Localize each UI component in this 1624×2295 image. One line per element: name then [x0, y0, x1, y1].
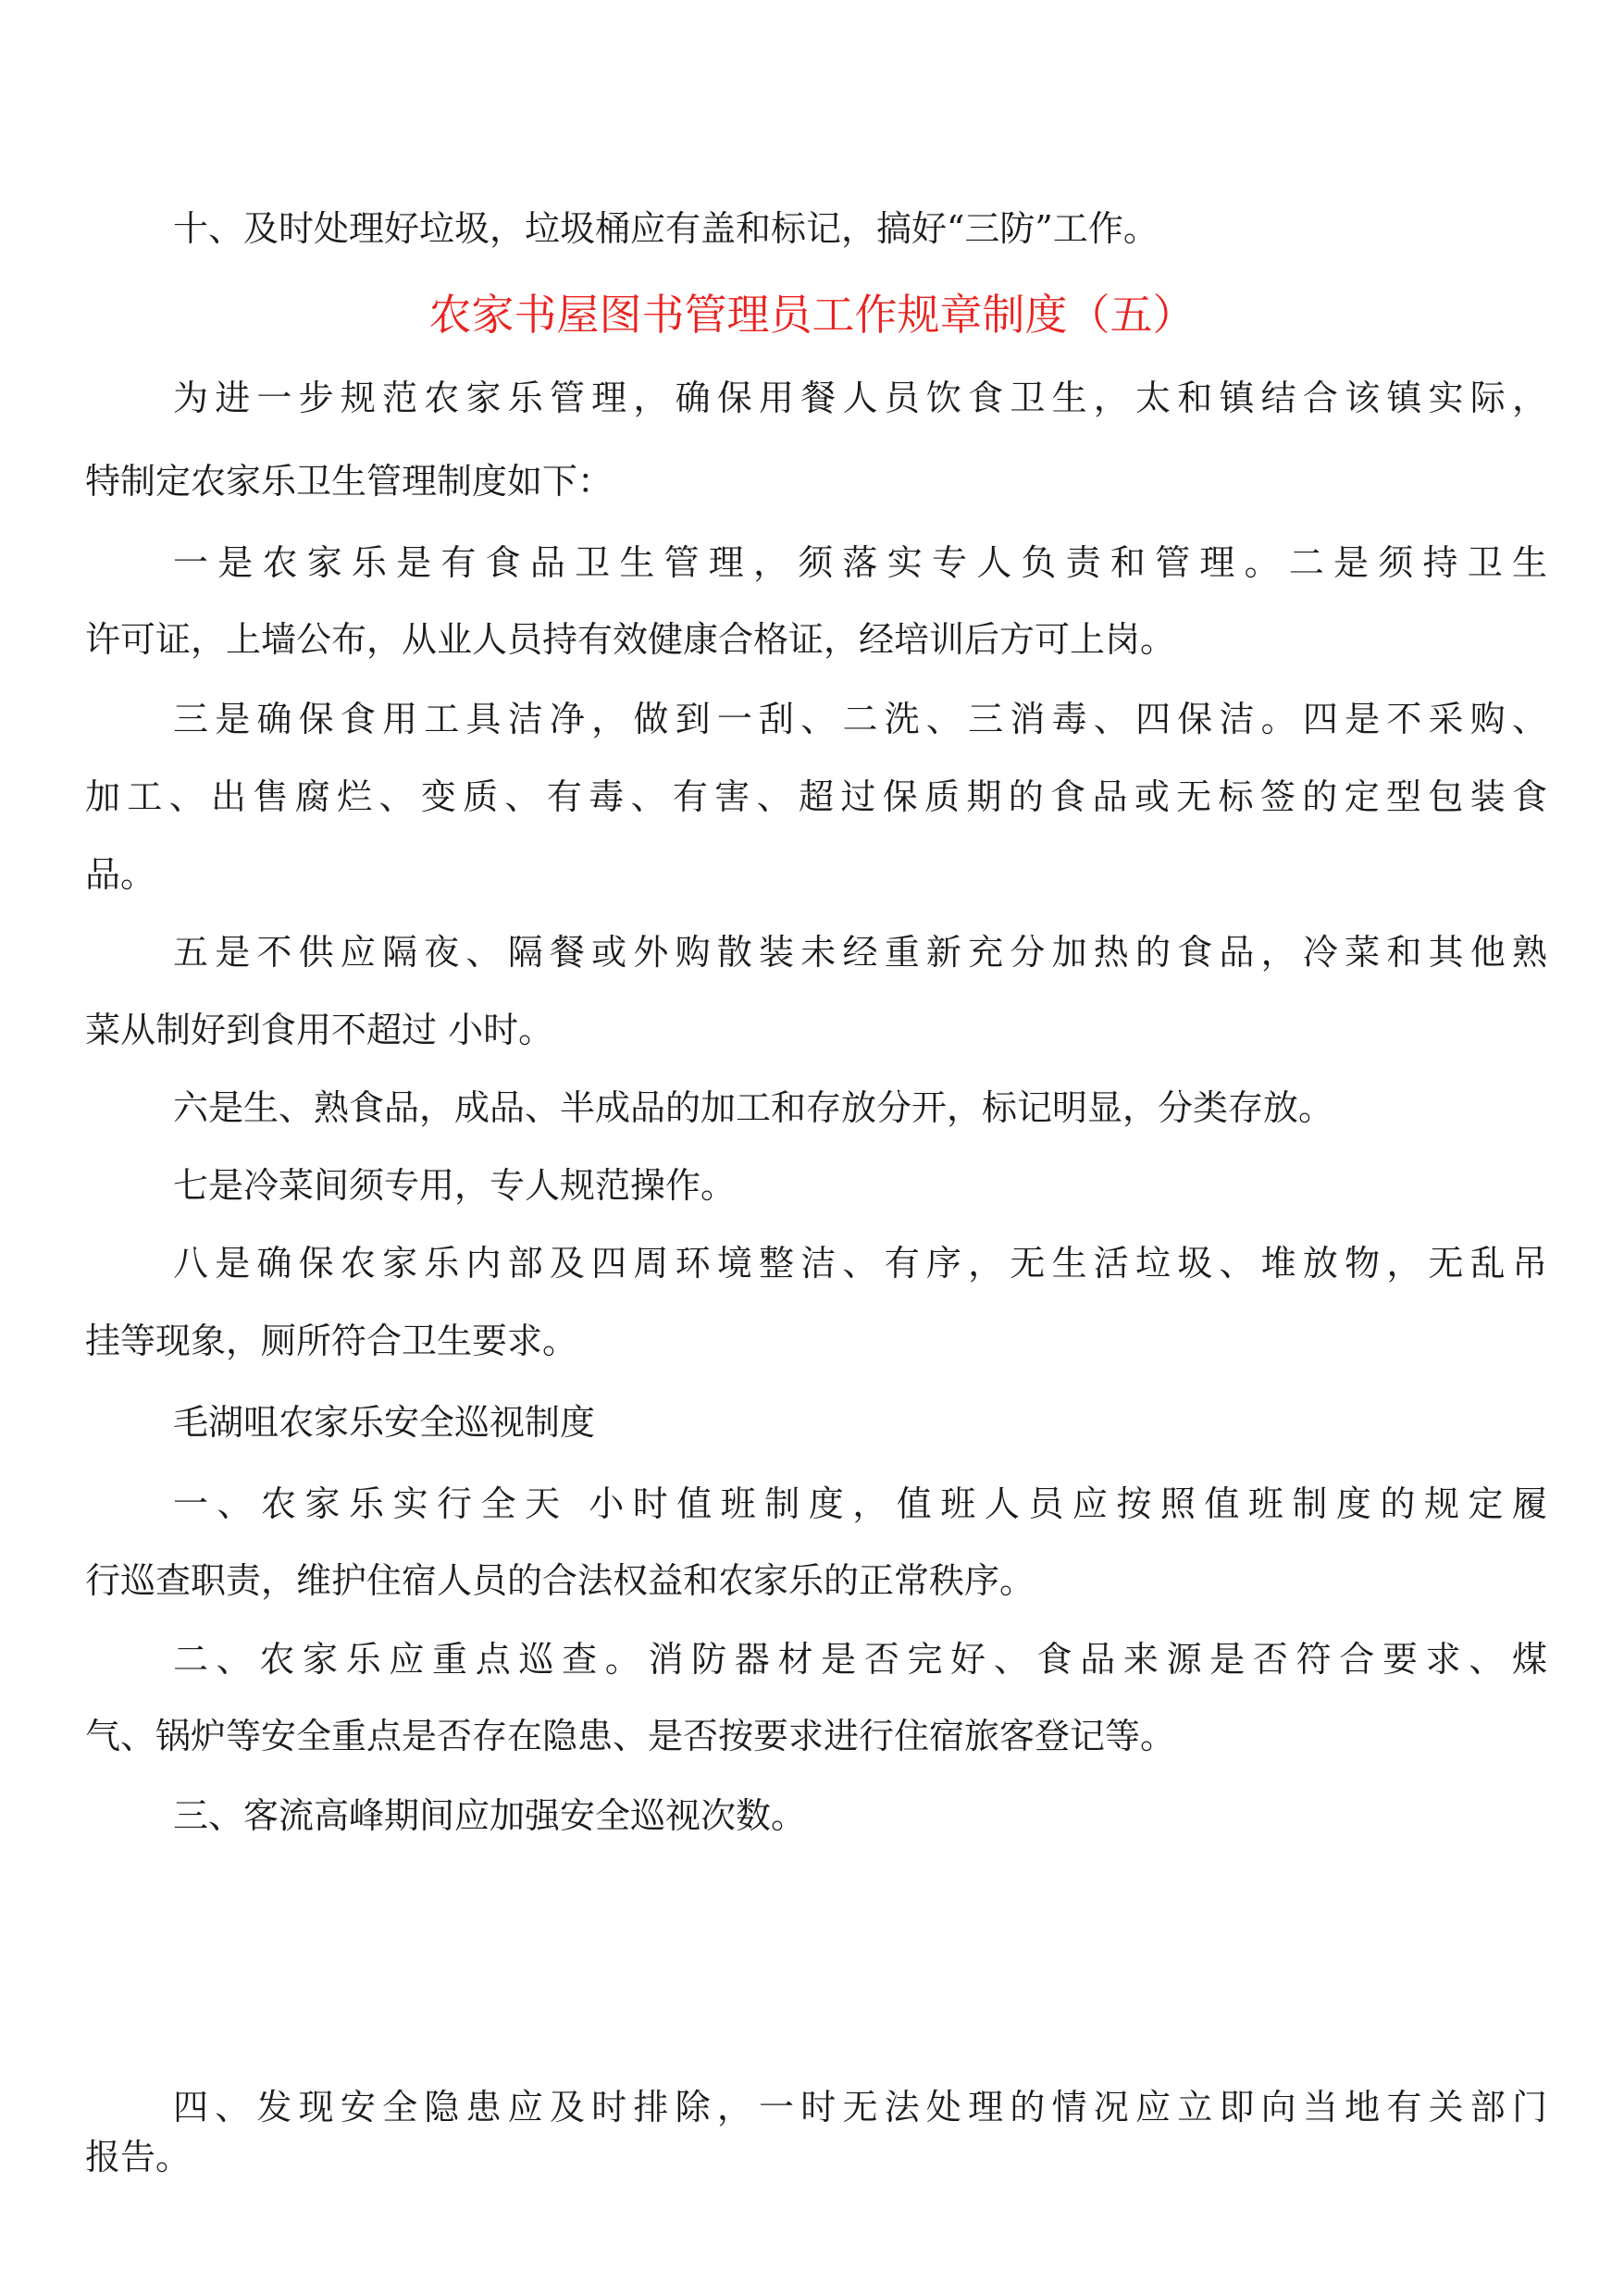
rule-8-line-2: 挂等现象，厕所符合卫生要求。 [85, 1321, 578, 1361]
rules-3-4-line-2: 加工、出售腐烂、变质、有毒、有害、超过保质期的食品或无标签的定型包装食 [85, 776, 1547, 817]
rule-8-line-1: 八是确保农家乐内部及四周环境整洁、有序，无生活垃圾、堆放物，无乱吊 [173, 1243, 1547, 1284]
patrol-2-line-1: 二、农家乐应重点巡查。消防器材是否完好、食品来源是否符合要求、煤 [173, 1639, 1547, 1680]
rule-5-line-1: 五是不供应隔夜、隔餐或外购散装未经重新充分加热的食品，冷菜和其他熟 [173, 932, 1547, 973]
patrol-subtitle: 毛湖咀农家乐安全巡视制度 [173, 1402, 596, 1443]
patrol-4-line-2: 报告。 [85, 2137, 192, 2177]
patrol-2-line-2: 气、锅炉等安全重点是否存在隐患、是否按要求进行住宿旅客登记等。 [85, 1716, 1176, 1756]
intro-line-1: 为进一步规范农家乐管理，确保用餐人员饮食卫生，太和镇结合该镇实际， [173, 378, 1547, 418]
patrol-1-line-2: 行巡查职责，维护住宿人员的合法权益和农家乐的正常秩序。 [85, 1560, 1035, 1601]
rule-6-text: 六是生、熟食品，成品、半成品的加工和存放分开，标记明显，分类存放。 [173, 1087, 1334, 1128]
intro-line-2: 特制定农家乐卫生管理制度如下： [85, 461, 614, 502]
rule-5-line-2: 菜从制好到食用不超过 小时。 [85, 1010, 554, 1050]
patrol-4-line-1: 四、发现安全隐患应及时排除，一时无法处理的情况应立即向当地有关部门 [173, 2087, 1547, 2128]
rules-3-4-line-3: 品。 [85, 854, 156, 895]
rules-1-2-line-1: 一是农家乐是有食品卫生管理，须落实专人负责和管理。二是须持卫生 [173, 542, 1547, 583]
item-ten-text: 十、及时处理好垃圾，垃圾桶应有盖和标记，搞好“三防”工作。 [173, 208, 1159, 249]
rules-1-2-line-2: 许可证，上墙公布，从业人员持有效健康合格证，经培训后方可上岗。 [85, 619, 1176, 660]
patrol-1-line-1: 一、农家乐实行全天 小时值班制度，值班人员应按照值班制度的规定履 [173, 1483, 1547, 1524]
document-title: 农家书屋图书管理员工作规章制度（五） [428, 290, 1196, 340]
patrol-3-text: 三、客流高峰期间应加强安全巡视次数。 [173, 1795, 807, 1836]
rules-3-4-line-1: 三是确保食用工具洁净，做到一刮、二洗、三消毒、四保洁。四是不采购、 [173, 699, 1547, 739]
rule-7-text: 七是冷菜间须专用，专人规范操作。 [173, 1165, 737, 1206]
